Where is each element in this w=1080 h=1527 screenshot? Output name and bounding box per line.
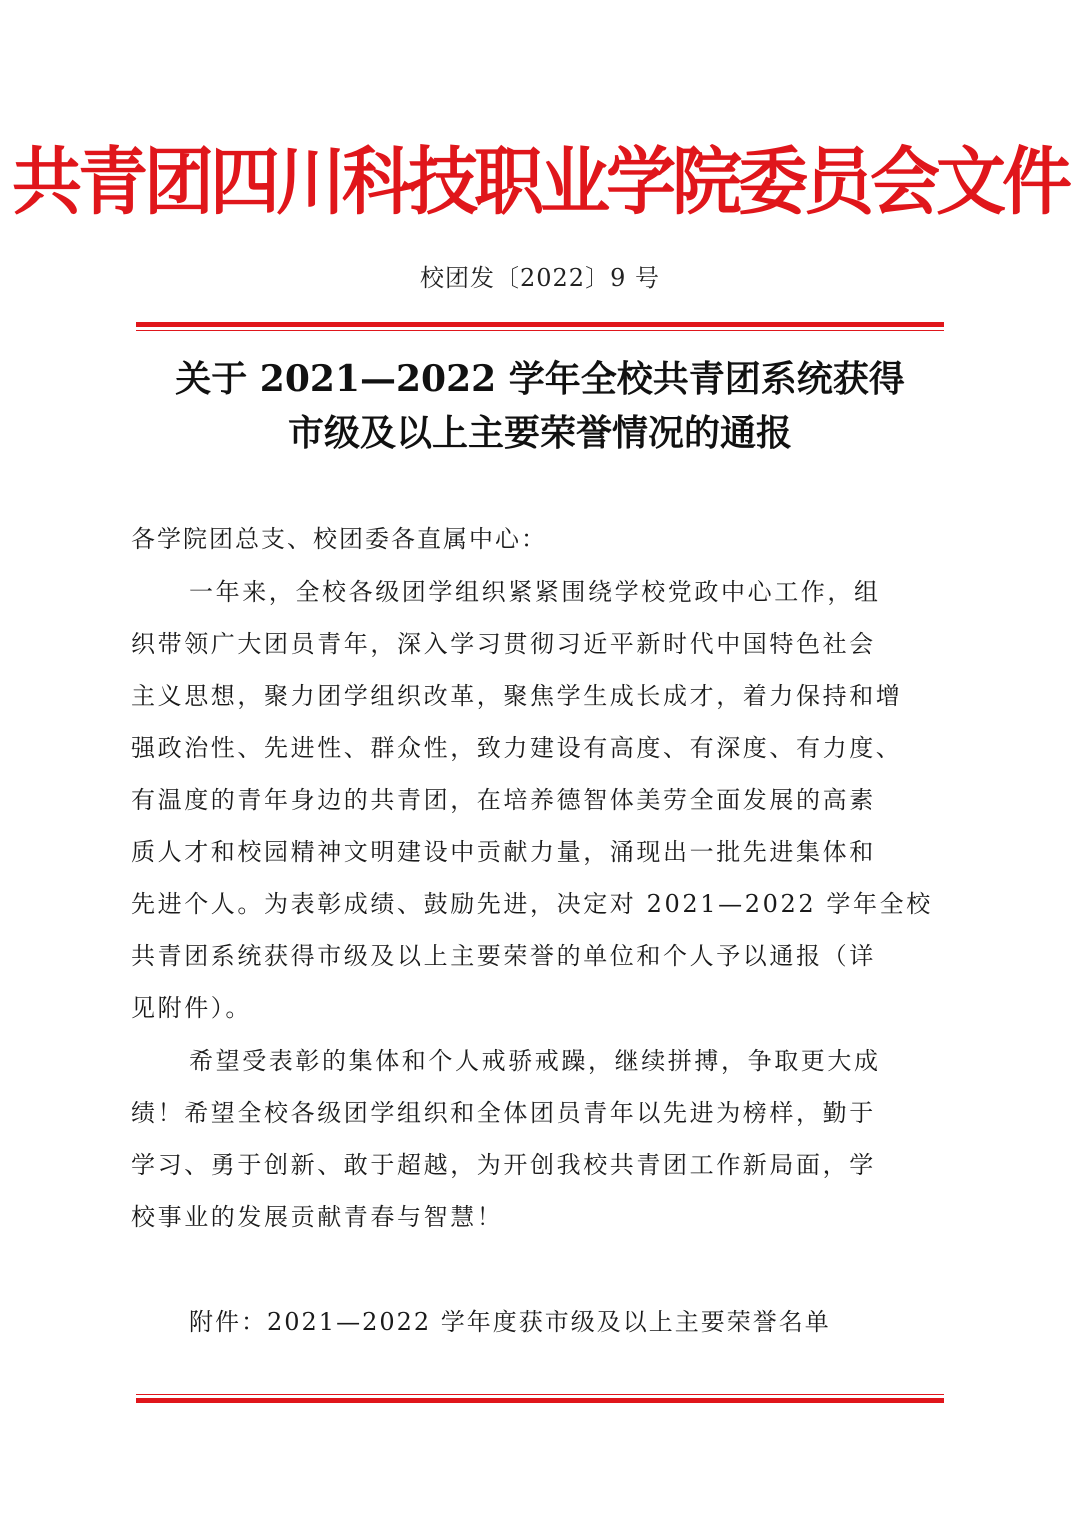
- body-line: 绩！希望全校各级团学组织和全体团员青年以先进为榜样，勤于: [131, 1099, 876, 1127]
- notice-title-line-1: 关于 2021—2022 学年全校共青团系统获得: [175, 358, 905, 400]
- document-number: 校团发〔2022〕9 号: [420, 264, 660, 292]
- body-line: 共青团系统获得市级及以上主要荣誉的单位和个人予以通报（详: [131, 942, 876, 970]
- body-line: 先进个人。为表彰成绩、鼓励先进，决定对 2021—2022 学年全校: [131, 890, 933, 918]
- body-line: 希望受表彰的集体和个人戒骄戒躁，继续拼搏，争取更大成: [189, 1047, 881, 1075]
- notice-title: [0, 352, 1080, 460]
- footer-divider-thin: [136, 1394, 944, 1395]
- body-line: 一年来，全校各级团学组织紧紧围绕学校党政中心工作，组: [189, 578, 881, 606]
- footer-divider-thick: [136, 1398, 944, 1403]
- body-line: 强政治性、先进性、群众性，致力建设有高度、有深度、有力度、: [131, 734, 903, 762]
- header-divider-thin: [136, 330, 944, 331]
- header-divider: [136, 322, 944, 331]
- body-line: 校事业的发展贡献青春与智慧！: [131, 1203, 504, 1231]
- body-line: 学习、勇于创新、敢于超越，为开创我校共青团工作新局面，学: [131, 1151, 876, 1179]
- body-line: 质人才和校园精神文明建设中贡献力量，涌现出一批先进集体和: [131, 838, 876, 866]
- body-line: 有温度的青年身边的共青团，在培养德智体美劳全面发展的高素: [131, 786, 876, 814]
- salutation: 各学院团总支、校团委各直属中心：: [131, 525, 547, 553]
- notice-title-line-2: 市级及以上主要荣誉情况的通报: [287, 412, 792, 454]
- body-line: 主义思想，聚力团学组织改革，聚焦学生成长成才，着力保持和增: [131, 682, 903, 710]
- masthead-title: 共青团四川科技职业学院委员会文件: [12, 138, 1068, 226]
- footer-divider: [136, 1394, 944, 1403]
- body-line: 织带领广大团员青年，深入学习贯彻习近平新时代中国特色社会: [131, 630, 876, 658]
- attachment-note: 附件：2021—2022 学年度获市级及以上主要荣誉名单: [189, 1308, 831, 1336]
- body-line: 见附件）。: [131, 994, 252, 1022]
- header-divider-thick: [136, 322, 944, 327]
